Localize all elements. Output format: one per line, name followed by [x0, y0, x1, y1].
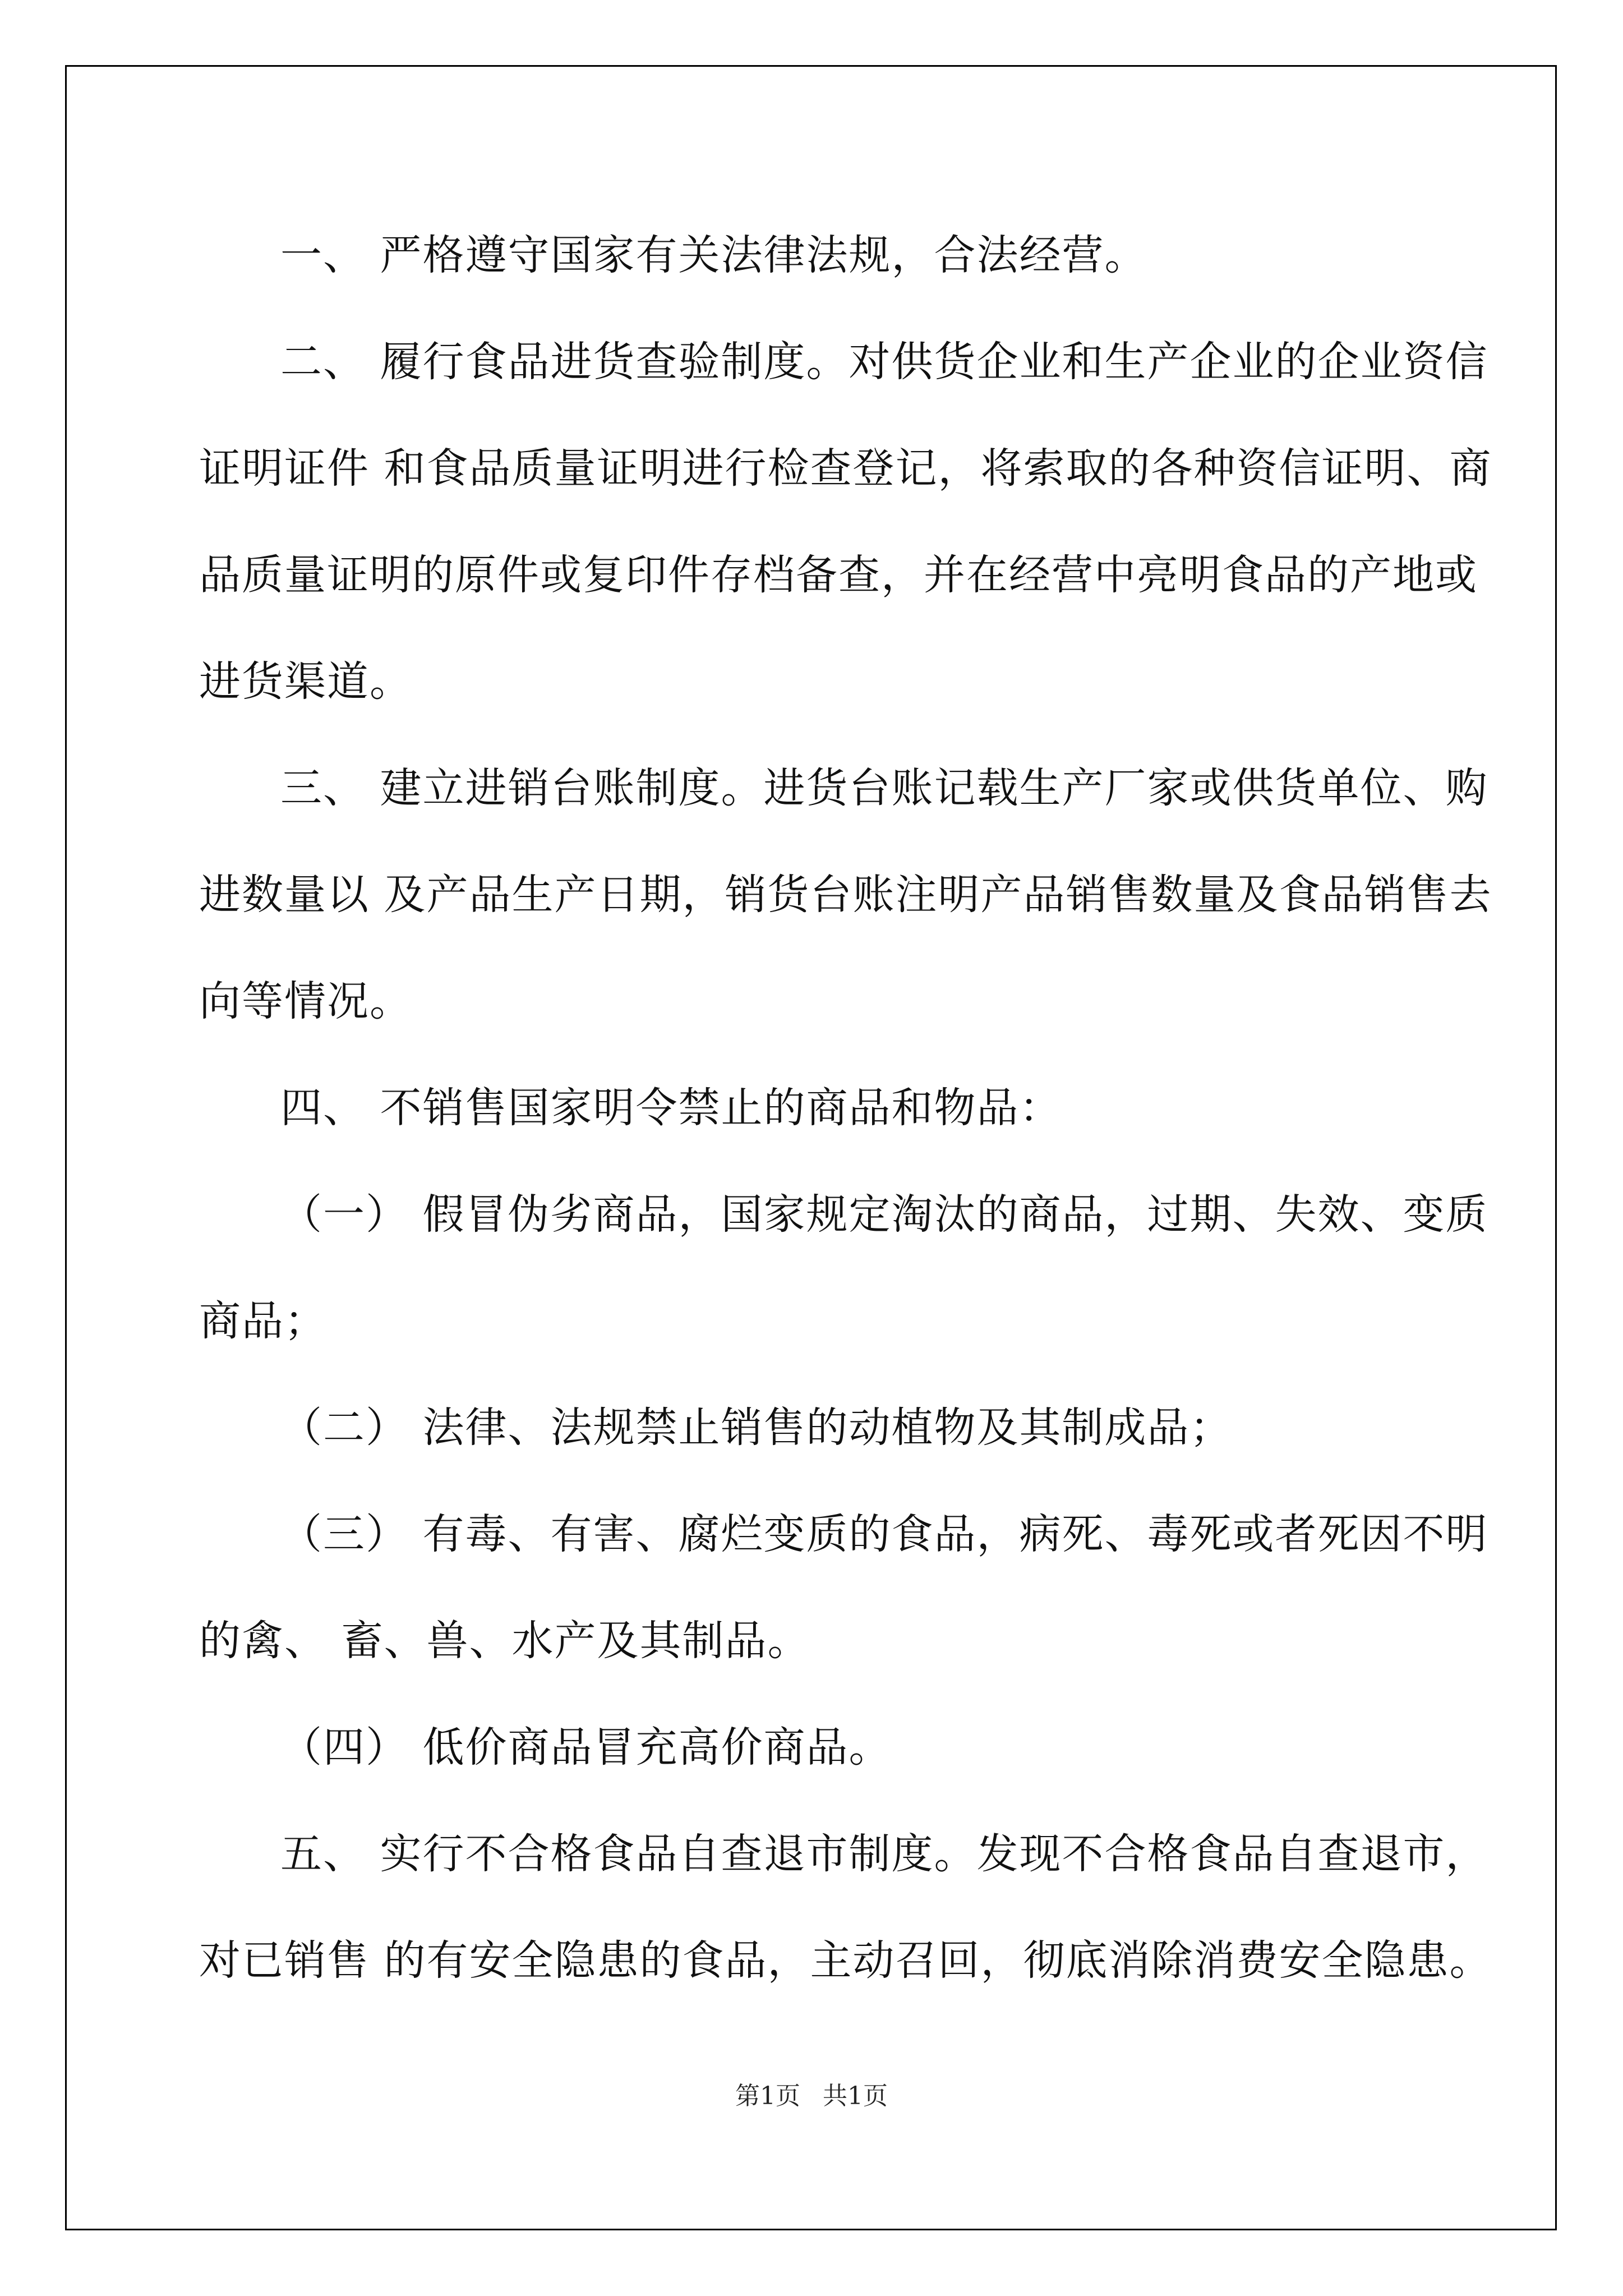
- text-line: （一） 假冒伪劣商品，国家规定淘汰的商品，过期、失效、变质: [280, 1190, 1488, 1239]
- text-line: 二、 履行食品进货查验制度。对供货企业和生产企业的企业资信: [280, 338, 1488, 386]
- text-line: （三） 有毒、有害、腐烂变质的食品，病死、毒死或者死因不明: [280, 1510, 1488, 1558]
- text-line: 品质量证明的原件或复印件存档备查，并在经营中亮明食品的产地或: [199, 551, 1478, 599]
- text-line: （二） 法律、法规禁止销售的动植物及其制成品；: [280, 1404, 1233, 1452]
- page-footer: [0, 2076, 1623, 2111]
- text-line: 对已销售 的有安全隐患的食品，主动召回，彻底消除消费安全隐患。: [199, 1936, 1492, 1985]
- text-line: 证明证件 和食品质量证明进行检查登记，将索取的各种资信证明、商: [199, 444, 1492, 493]
- text-line: 五、 实行不合格食品自查退市制度。发现不合格食品自查退市，: [280, 1830, 1488, 1878]
- text-line: 商品；: [199, 1297, 327, 1345]
- text-line: （四） 低价商品冒充高价商品。: [280, 1723, 892, 1772]
- document-body: [199, 202, 1492, 2014]
- text-line: 向等情况。: [199, 977, 412, 1025]
- text-line: 进数量以 及产品生产日期，销货台账注明产品销售数量及食品销售去: [199, 871, 1492, 919]
- page-total: 共1页: [823, 2082, 888, 2110]
- text-line: 四、 不销售国家明令禁止的商品和物品：: [280, 1084, 1062, 1132]
- text-line: 一、 严格遵守国家有关法律法规，合法经营。: [280, 231, 1147, 279]
- text-line: 的禽、 畜、兽、水产及其制品。: [199, 1617, 810, 1665]
- text-line: 三、 建立进销台账制度。进货台账记载生产厂家或供货单位、购: [280, 764, 1488, 812]
- page-number: 第1页: [735, 2082, 800, 2110]
- text-line: 进货渠道。: [199, 657, 412, 706]
